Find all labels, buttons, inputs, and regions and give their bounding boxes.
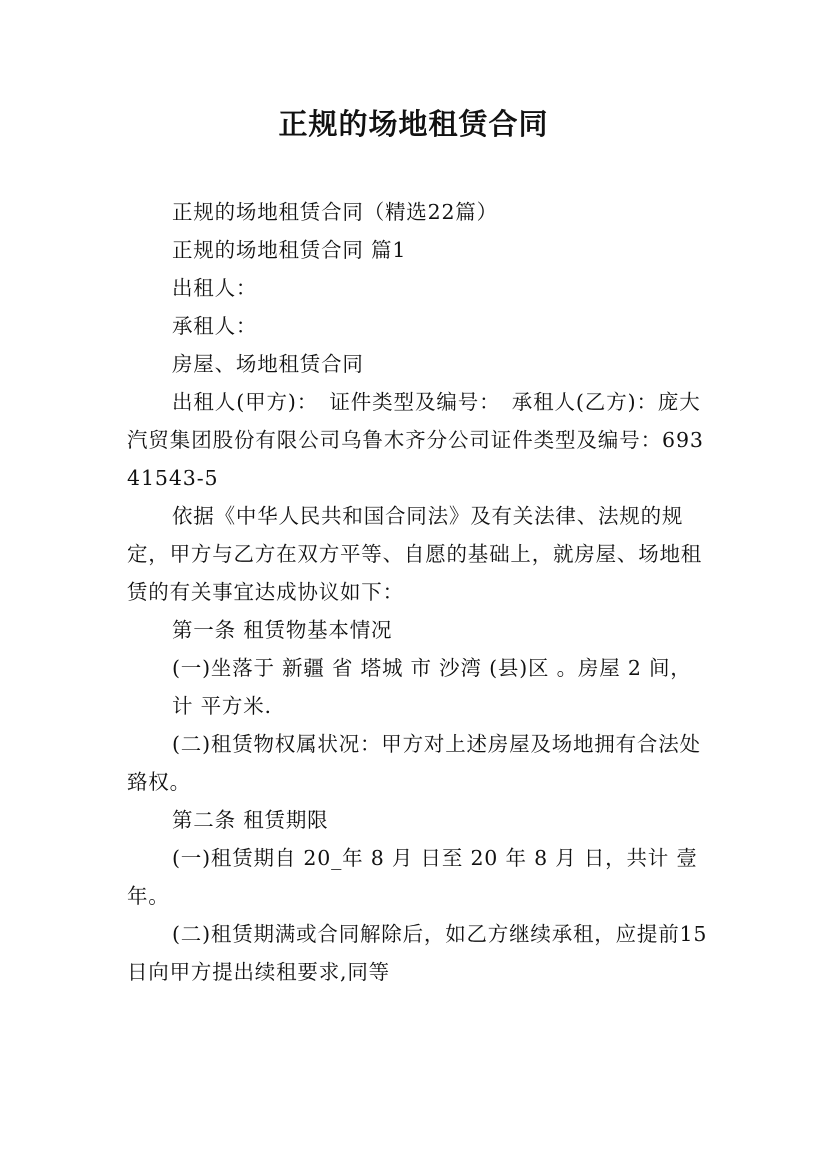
paragraph-contract-name: 房屋、场地租赁合同 (172, 352, 364, 376)
paragraph-lessee: 承租人： (172, 314, 258, 338)
paragraph-article-1-heading: 第一条 租赁物基本情况 (172, 618, 393, 642)
document-body (127, 193, 711, 991)
paragraph-article-2-heading: 第二条 租赁期限 (172, 808, 329, 832)
paragraph-area: 计 平方米. (172, 694, 272, 718)
document-title: 正规的场地租赁合同 (278, 107, 549, 141)
paragraph-location: (一)坐落于 新疆 省 塔城 市 沙湾 (县)区 。房屋 2 间， (172, 656, 692, 680)
paragraph-renewal: (二)租赁期满或合同解除后，如乙方继续承租，应提前15 日向甲方提出续租要求,同等 (127, 922, 708, 984)
paragraph-ownership: (二)租赁物权属状况：甲方对上述房屋及场地拥有合法处臵权。 (127, 732, 701, 794)
paragraph-section-heading: 正规的场地租赁合同 篇1 (172, 238, 407, 262)
paragraph-subtitle: 正规的场地租赁合同（精选22篇） (172, 200, 498, 224)
paragraph-legal-basis: 依据《中华人民共和国合同法》及有关法律、法规的规定，甲方与乙方在双方平等、自愿的基础上，就房屋、场地租赁的有关事宜达成协议如下： (127, 504, 703, 604)
paragraph-lease-term: (一)租赁期自 20_年 8 月 日至 20 年 8 月 日，共计 壹 年。 (127, 846, 698, 908)
paragraph-lessor: 出租人： (172, 276, 258, 300)
paragraph-parties: 出租人(甲方)： 证件类型及编号： 承租人(乙方)：庞大汽贸集团股份有限公司乌鲁木齐分公司证件类型及编号：69341543-5 (127, 390, 704, 490)
